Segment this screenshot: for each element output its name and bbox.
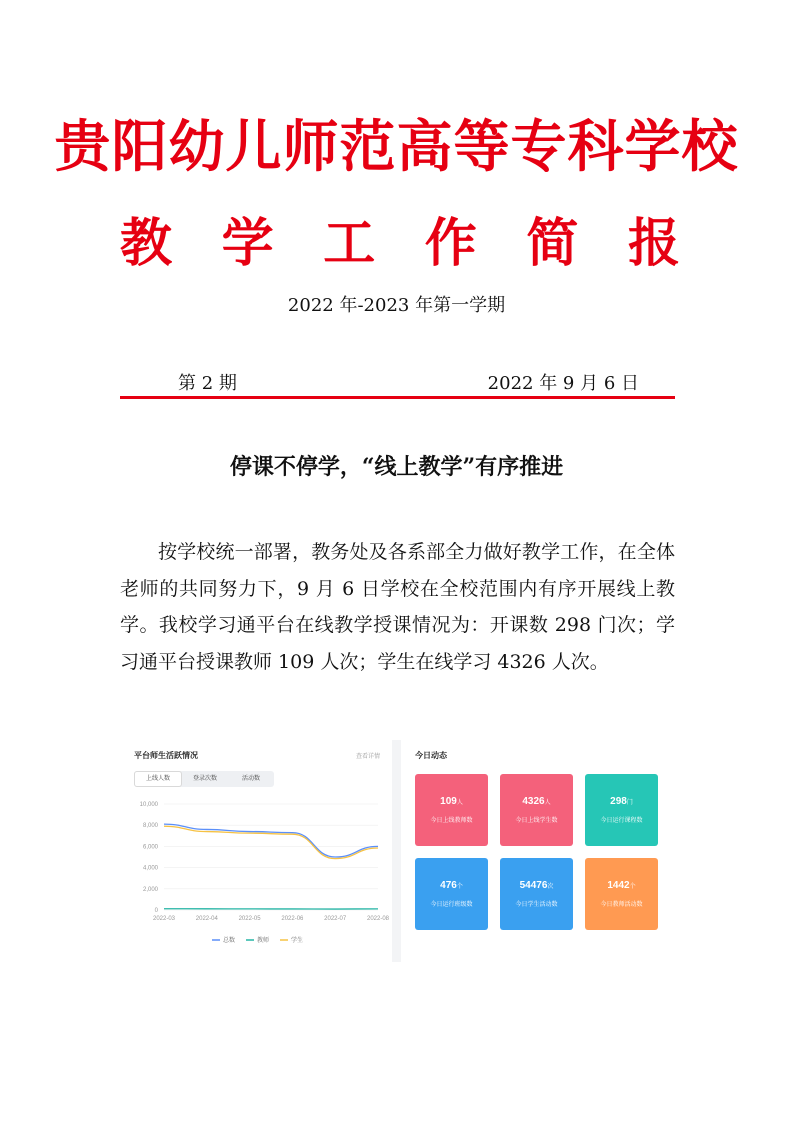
x-tick-label: 2022-03 xyxy=(152,916,176,922)
stat-number: 1442 xyxy=(607,880,630,891)
term: 2022 年-2023 年第一学期 xyxy=(287,295,506,316)
school-name: 贵阳幼儿师范高等专科学校 xyxy=(54,114,739,180)
x-tick-label: 2022-07 xyxy=(324,916,347,922)
x-tick-label: 2022-05 xyxy=(238,916,261,922)
series-line xyxy=(164,824,378,857)
stat-unit: 个 xyxy=(456,884,463,890)
metric-tab[interactable]: 活动数 xyxy=(241,776,260,782)
stat-unit: 门 xyxy=(626,800,633,806)
issue-number: 第 2 期 xyxy=(178,373,237,394)
bulletin-char: 报 xyxy=(627,213,680,274)
y-tick-label: 8,000 xyxy=(142,823,158,830)
bulletin-char: 作 xyxy=(424,213,477,274)
stat-label: 今日运行课程数 xyxy=(600,818,643,824)
stat-unit: 次 xyxy=(547,884,554,890)
activity-line-chart xyxy=(120,792,392,962)
stat-value xyxy=(585,796,658,807)
stat-unit: 人 xyxy=(544,800,551,806)
stat-card[interactable] xyxy=(415,774,488,846)
stat-value xyxy=(500,880,573,891)
legend-label: 教师 xyxy=(257,938,270,944)
stat-label: 今日教师活动数 xyxy=(600,902,643,908)
y-tick-label: 2,000 xyxy=(142,886,158,893)
y-tick-label: 10,000 xyxy=(139,802,158,808)
bulletin-char: 简 xyxy=(526,213,579,274)
stat-card[interactable] xyxy=(500,774,573,846)
stat-unit: 个 xyxy=(629,884,636,890)
metric-tab[interactable]: 上线人数 xyxy=(134,771,182,787)
issue-date: 2022 年 9 月 6 日 xyxy=(487,373,639,394)
x-tick-label: 2022-04 xyxy=(195,916,218,922)
stat-card[interactable] xyxy=(585,774,658,846)
stat-number: 54476 xyxy=(519,880,548,891)
today-panel-title: 今日动态 xyxy=(415,751,447,760)
bulletin-char: 学 xyxy=(221,213,274,274)
activity-panel xyxy=(120,740,392,962)
stat-value xyxy=(585,880,658,891)
stat-value xyxy=(500,796,573,807)
bulletin-title xyxy=(120,212,680,276)
view-details-link[interactable]: 查看详情 xyxy=(355,754,380,760)
today-panel xyxy=(401,740,672,962)
stat-number: 476 xyxy=(440,880,457,891)
article-headline: 停课不停学，“线上教学”有序推进 xyxy=(229,454,564,480)
x-tick-label: 2022-06 xyxy=(281,916,304,922)
stat-unit: 人 xyxy=(456,800,463,806)
stat-value xyxy=(415,880,488,891)
stat-label: 今日运行班级数 xyxy=(430,902,473,908)
stat-label: 今日上线学生数 xyxy=(515,818,558,824)
bulletin-char: 教 xyxy=(120,213,173,274)
activity-panel-title: 平台师生活跃情况 xyxy=(134,751,198,760)
y-tick-label: 4,000 xyxy=(142,865,158,872)
stat-card[interactable] xyxy=(585,858,658,930)
x-tick-label: 2022-08 xyxy=(366,916,390,922)
stat-card[interactable] xyxy=(415,858,488,930)
stat-number: 298 xyxy=(610,796,627,807)
series-line xyxy=(164,826,378,858)
y-tick-label: 0 xyxy=(154,908,158,914)
bulletin-char: 工 xyxy=(323,213,376,274)
platform-screenshot xyxy=(120,740,672,962)
y-tick-label: 6,000 xyxy=(142,844,158,851)
article-paragraph: 按学校统一部署，教务处及各系部全力做好教学工作，在全体老师的共同努力下，9 月 6 日学校在全校范围内有序开展线上教学。我校学习通平台在线教学授课情况为：开课数 298 门次；学习通平台授课教师 109 人次；学生在线学习 4326 人次。 xyxy=(120,541,675,673)
red-divider xyxy=(120,396,675,399)
stat-label: 今日学生活动数 xyxy=(515,902,558,908)
legend-label: 学生 xyxy=(291,938,304,944)
metric-tab[interactable]: 登录次数 xyxy=(192,776,217,782)
stat-label: 今日上线教师数 xyxy=(430,818,473,824)
metric-tabs xyxy=(134,771,274,787)
stat-card[interactable] xyxy=(500,858,573,930)
stat-number: 109 xyxy=(440,796,457,807)
stat-value xyxy=(415,796,488,807)
legend-label: 总数 xyxy=(223,938,236,944)
stat-number: 4326 xyxy=(522,796,545,807)
